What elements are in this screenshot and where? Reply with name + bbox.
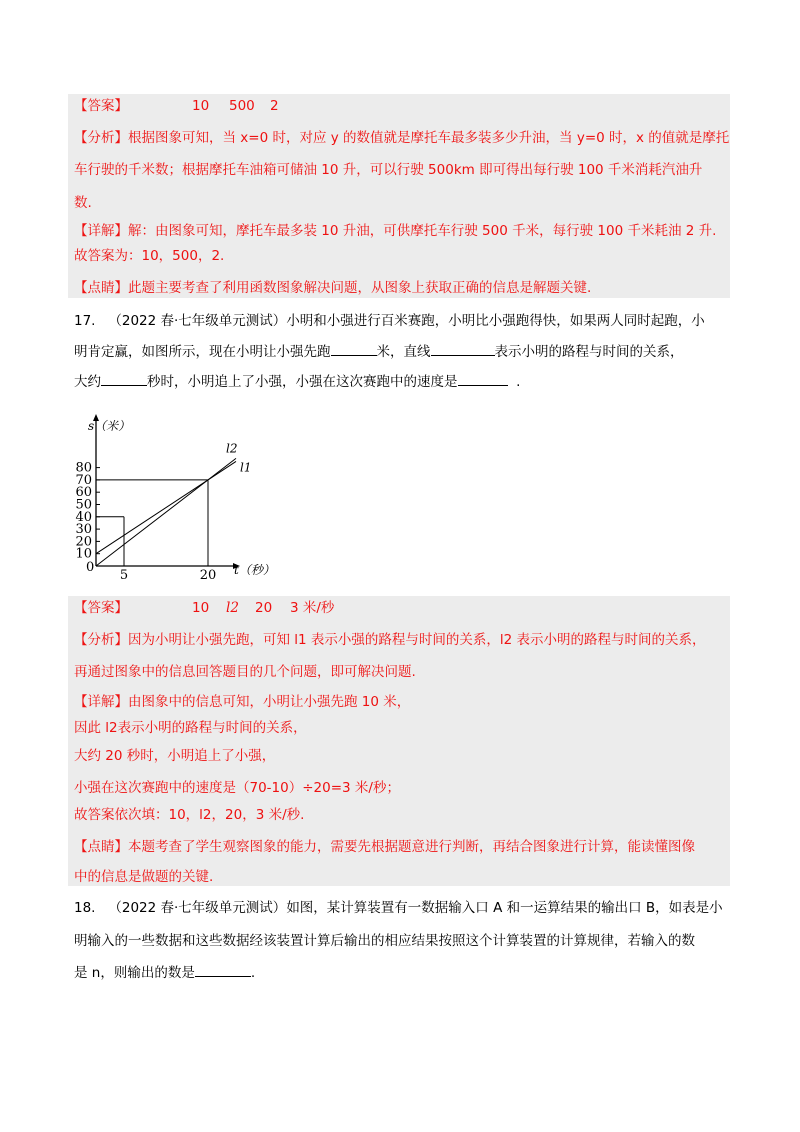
q17-analysis-line bbox=[74, 630, 706, 650]
series-label-l2: l2 bbox=[226, 441, 238, 456]
q16-analysis-line bbox=[74, 160, 702, 180]
q17-comment-line bbox=[74, 867, 213, 887]
answer-blank[interactable] bbox=[458, 371, 508, 386]
answer-blank[interactable] bbox=[101, 371, 147, 386]
answer-blank[interactable] bbox=[431, 341, 495, 356]
answer-label: 【答案】 bbox=[74, 600, 128, 616]
question-source: （2022 春·七年级单元测试） bbox=[108, 313, 287, 329]
analysis-text: 再通过图象中的信息回答题目的几个问题，即可解决问题. bbox=[74, 664, 416, 680]
y-tick-label: 10 bbox=[75, 546, 92, 562]
q17-comment-line bbox=[74, 837, 695, 857]
y-tick-label: 80 bbox=[75, 460, 92, 476]
detail-text: 由图象中的信息可知，小明让小强先跑 10 米， bbox=[128, 694, 411, 710]
axes bbox=[88, 414, 275, 577]
q16-analysis-line bbox=[74, 193, 92, 213]
y-tick-label: 70 bbox=[75, 472, 92, 488]
distance-time-graph bbox=[75, 408, 286, 583]
x-tick-label: 20 bbox=[199, 568, 217, 583]
y-tick-label: 30 bbox=[75, 522, 92, 538]
q18-question-line bbox=[74, 931, 695, 951]
series-line-l2 bbox=[96, 458, 236, 566]
q16-analysis-line bbox=[74, 128, 729, 148]
comment-text: 本题考查了学生观察图象的能力，需要先根据题意进行判断，再结合图象进行计算，能读懂图像 bbox=[128, 839, 695, 855]
detail-text: 解：由图象可知，摩托车最多装 10 升油，可供摩托车行驶 500 千米，每行驶 100 千米耗油 2 升. bbox=[128, 223, 717, 239]
y-tick-label: 20 bbox=[75, 534, 92, 550]
series-line-l1 bbox=[96, 461, 236, 553]
answer-value: 500 bbox=[229, 98, 255, 114]
comment-label: 【点睛】 bbox=[74, 839, 128, 855]
q17-question-line bbox=[74, 341, 684, 362]
q16-solution-block bbox=[68, 94, 730, 298]
question-text: 小明和小强进行百米赛跑，小明比小强跑得快，如果两人同时起跑，小 bbox=[286, 313, 705, 329]
question-text: 秒时，小明追上了小强，小强在这次赛跑中的速度是 bbox=[147, 374, 458, 390]
question-text: 如图，某计算装置有一数据输入口 A 和一运算结果的输出口 B，如表是小 bbox=[286, 900, 723, 916]
question-number: 17. bbox=[74, 313, 96, 329]
comment-label: 【点睛】 bbox=[74, 280, 128, 296]
detail-label: 【详解】 bbox=[74, 223, 128, 239]
q17-answer-line bbox=[74, 598, 128, 618]
answer-value: l2 bbox=[226, 600, 239, 616]
analysis-text: 数. bbox=[74, 195, 92, 211]
answer-value: 2 bbox=[270, 98, 279, 114]
question-text: . bbox=[516, 374, 521, 390]
answer-value: 10 bbox=[192, 600, 210, 616]
y-tick-label: 0 bbox=[86, 560, 95, 575]
answer-blank[interactable] bbox=[195, 962, 251, 977]
q17-detail-line bbox=[74, 718, 307, 738]
detail-text: 故答案为：10，500，2. bbox=[74, 248, 225, 264]
y-tick-label: 60 bbox=[75, 485, 92, 501]
q17-question-line bbox=[74, 371, 520, 392]
detail-text: 小强在这次赛跑中的速度是（70-10）÷20=3 米/秒； bbox=[74, 780, 400, 796]
q16-comment-line bbox=[74, 278, 591, 298]
x-tick-label: 5 bbox=[119, 568, 129, 583]
analysis-text: 根据图象可知，当 x=0 时，对应 y 的数值就是摩托车最多装多少升油，当 y=0 时，x 的值就是摩托 bbox=[128, 130, 730, 146]
comment-text: 中的信息是做题的关键. bbox=[74, 869, 214, 885]
answer-label: 【答案】 bbox=[74, 98, 128, 114]
question-text: 是 n，则输出的数是 bbox=[74, 965, 195, 981]
series-label-l1: l1 bbox=[240, 460, 252, 475]
detail-text: 故答案依次填：10，l2，20，3 米/秒. bbox=[74, 807, 305, 823]
question-text: 米，直线 bbox=[376, 344, 431, 360]
analysis-text: 车行驶的千米数；根据摩托车油箱可储油 10 升，可以行驶 500km 即可得出每行驶 100 千米消耗汽油升 bbox=[74, 162, 703, 178]
question-number: 18. bbox=[74, 900, 96, 916]
q17-detail-line bbox=[74, 778, 400, 798]
series-lines bbox=[96, 441, 251, 566]
y-axis-label: s（米） bbox=[88, 419, 131, 433]
q18-question-line bbox=[74, 898, 723, 918]
analysis-text: 因为小明让小强先跑，可知 l1 表示小强的路程与时间的关系，l2 表示小明的路程与时间的关系， bbox=[128, 632, 706, 648]
question-source: （2022 春·七年级单元测试） bbox=[108, 900, 287, 916]
q16-detail-line bbox=[74, 221, 716, 241]
comment-text: 此题主要考查了利用函数图象解决问题，从图象上获取正确的信息是解题关键. bbox=[128, 280, 592, 296]
answer-value: 10 bbox=[192, 98, 210, 114]
q18-question-line bbox=[74, 962, 255, 983]
detail-text: 因此 l2表示小明的路程与时间的关系， bbox=[74, 720, 307, 736]
question-text: 表示小明的路程与时间的关系， bbox=[494, 344, 684, 360]
answer-value: 3 米/秒 bbox=[290, 600, 335, 616]
q17-detail-line bbox=[74, 746, 275, 766]
analysis-label: 【分析】 bbox=[74, 130, 128, 146]
q17-detail-line bbox=[74, 805, 304, 825]
q17-detail-line bbox=[74, 692, 410, 712]
detail-text: 大约 20 秒时，小明追上了小强， bbox=[74, 748, 276, 764]
question-text: 明肯定赢，如图所示，现在小明让小强先跑 bbox=[74, 344, 331, 360]
question-text: . bbox=[250, 965, 256, 981]
answer-blank[interactable] bbox=[331, 341, 377, 356]
detail-label: 【详解】 bbox=[74, 694, 128, 710]
q16-detail-line bbox=[74, 246, 224, 266]
y-tick-label: 50 bbox=[75, 497, 92, 513]
question-text: 大约 bbox=[74, 374, 101, 390]
q16-answer-line bbox=[74, 96, 128, 116]
analysis-label: 【分析】 bbox=[74, 632, 128, 648]
answer-value: 20 bbox=[255, 600, 273, 616]
x-axis-label: t（秒） bbox=[234, 563, 275, 577]
q17-analysis-line bbox=[74, 662, 416, 682]
q17-question-line bbox=[74, 311, 705, 331]
y-tick-label: 40 bbox=[75, 509, 92, 525]
question-text: 明输入的一些数据和这些数据经该装置计算后输出的相应结果按照这个计算装置的计算规律，若输入的数 bbox=[74, 933, 695, 949]
